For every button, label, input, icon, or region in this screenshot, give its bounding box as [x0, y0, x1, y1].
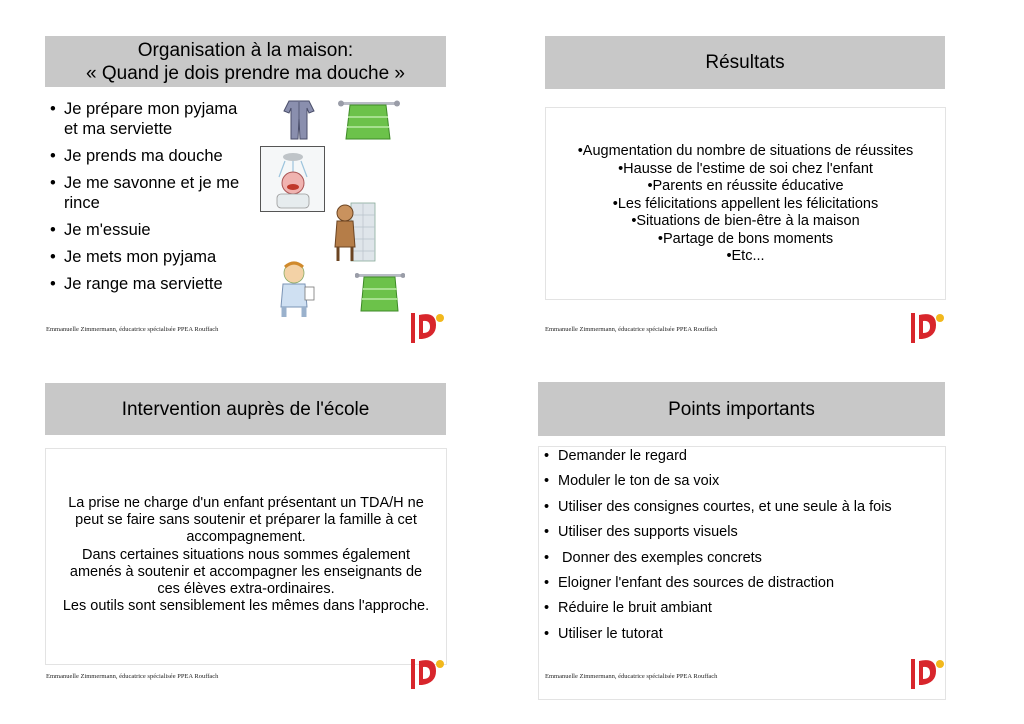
result-line: •Partage de bons moments — [657, 230, 834, 247]
child-washing-icon — [327, 195, 377, 265]
paragraph-line: accompagnement. — [186, 529, 306, 546]
results-text — [545, 143, 946, 266]
slide-title — [45, 36, 446, 87]
paragraph-line: ces élèves extra-ordinaires. — [157, 581, 335, 598]
result-line: •Situations de bien-être à la maison — [631, 213, 860, 229]
slide-title — [545, 36, 945, 89]
ppea-logo-icon — [910, 657, 948, 691]
title-text: Points importants — [668, 398, 815, 420]
paragraph-line: peut se faire sans soutenir et préparer la famille à cet — [75, 512, 417, 529]
result-line: •Augmentation du nombre de situations de réussites — [577, 143, 914, 159]
intervention-text — [45, 495, 447, 615]
list-item: • Moduler le ton de sa voix — [544, 473, 940, 490]
shower-icon — [261, 147, 324, 211]
ppea-logo-icon — [410, 311, 448, 345]
slide-footer: Emmanuelle Zimmermann, éducatrice spécialisée PPEA Rouffach — [46, 326, 219, 333]
list-item: • Donner des exemples concrets — [544, 550, 940, 567]
pyjama-icon — [283, 99, 315, 141]
bullet-list — [544, 448, 940, 643]
result-line: •Etc... — [726, 248, 765, 264]
slide-footer: Emmanuelle Zimmermann, éducatrice spécialisée PPEA Rouffach — [545, 673, 718, 680]
ppea-logo-icon — [910, 311, 948, 345]
towel-icon — [338, 99, 400, 143]
slide-title — [538, 382, 945, 436]
list-item: • Eloigner l'enfant des sources de distraction — [544, 575, 940, 592]
title-line-1: Organisation à la maison: — [137, 39, 354, 61]
list-item: • Je range ma serviette — [50, 274, 245, 294]
paragraph-line: Dans certaines situations nous sommes également — [81, 546, 411, 563]
result-line: •Les félicitations appellent les félicitations — [612, 195, 879, 212]
list-item: • Utiliser des consignes courtes, et une seule à la fois — [544, 499, 940, 516]
bullet-list — [50, 99, 245, 294]
list-item: • Réduire le bruit ambiant — [544, 600, 940, 617]
paragraph-line: Les outils sont sensiblement les mêmes dans l'approche. — [62, 598, 430, 615]
slide-footer: Emmanuelle Zimmermann, éducatrice spécialisée PPEA Rouffach — [46, 673, 219, 680]
paragraph-line: La prise ne charge d'un enfant présentant un TDA/H ne — [68, 495, 424, 511]
towel-icon — [355, 271, 405, 315]
title-text: Résultats — [705, 52, 785, 73]
list-item: • Je prends ma douche — [50, 146, 245, 166]
list-item: • Utiliser le tutorat — [544, 626, 940, 643]
slide-title — [45, 383, 446, 435]
result-line: •Parents en réussite éducative — [647, 178, 844, 194]
list-item: • Je prépare mon pyjama et ma serviette — [50, 99, 245, 139]
list-item: • Je mets mon pyjama — [50, 247, 245, 267]
title-text: Intervention auprès de l'école — [121, 398, 370, 420]
paragraph-line: amenés à soutenir et accompagner les enseignants de — [69, 563, 423, 580]
shower-picture-frame — [260, 146, 325, 212]
child-in-pyjama-icon — [276, 261, 316, 319]
ppea-logo-icon — [410, 657, 448, 691]
title-line-2: « Quand je dois prendre ma douche » — [86, 62, 405, 84]
slide-footer: Emmanuelle Zimmermann, éducatrice spécialisée PPEA Rouffach — [545, 326, 718, 333]
result-line: •Hausse de l'estime de soi chez l'enfant — [618, 160, 873, 177]
list-item: • Utiliser des supports visuels — [544, 524, 940, 541]
list-item: • Je me savonne et je me rince — [50, 173, 245, 213]
list-item: • Demander le regard — [544, 448, 940, 465]
list-item: • Je m'essuie — [50, 220, 245, 240]
